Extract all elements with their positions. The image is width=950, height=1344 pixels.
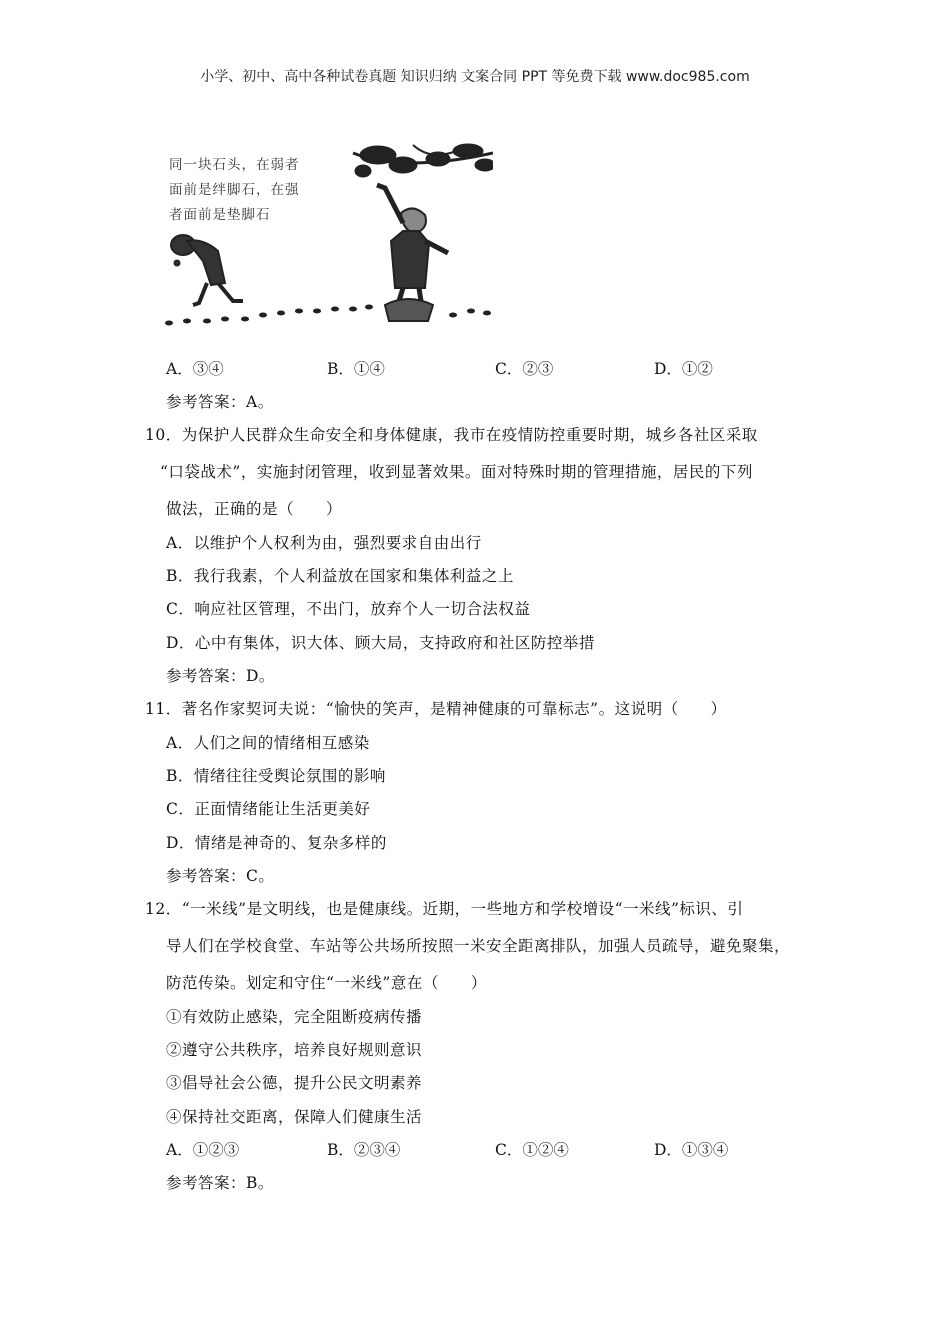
q12-stem-line: 导人们在学校食堂、车站等公共场所按照一米安全距离排队，加强人员疏导，避免聚集， (166, 937, 791, 955)
q12-statement: ②遵守公共秩序，培养良好规则意识 (166, 1041, 423, 1059)
q11-answer: 参考答案：C。 (166, 867, 275, 885)
q12-option-d: D．①③④ (654, 1141, 729, 1159)
q11-option-d: D．情绪是神奇的、复杂多样的 (166, 834, 387, 852)
q10-option-d: D．心中有集体，识大体、顾大局，支持政府和社区防控举措 (166, 634, 595, 652)
q10-stem-line: “口袋战术”，实施封闭管理，收到显著效果。面对特殊时期的管理措施，居民的下列 (160, 463, 753, 481)
q9-option-a: A．③④ (166, 360, 224, 378)
q9-option-c: C．②③ (495, 360, 554, 378)
q12-option-c: C．①②④ (495, 1141, 569, 1159)
q12-statement: ③倡导社会公德，提升公民文明素养 (166, 1074, 423, 1092)
q9-option-d: D．①② (654, 360, 713, 378)
cartoon-caption-line: 面前是绊脚石，在强 (169, 182, 300, 198)
q12-option-a: A．①②③ (166, 1141, 240, 1159)
q12-statement: ①有效防止感染，完全阻断疫病传播 (166, 1008, 423, 1026)
cartoon-caption-line: 同一块石头，在弱者 (169, 157, 300, 173)
q10-option-c: C．响应社区管理，不出门，放弃个人一切合法权益 (166, 600, 531, 618)
cartoon-caption-line: 者面前是垫脚石 (169, 207, 271, 223)
q12-statement: ④保持社交距离，保障人们健康生活 (166, 1108, 423, 1126)
q9-answer: 参考答案：A。 (166, 393, 274, 411)
q12-stem-line: 12．“一米线”是文明线，也是健康线。近期，一些地方和学校增设“一米线”标识、引 (145, 900, 744, 918)
q11-option-c: C．正面情绪能让生活更美好 (166, 800, 371, 818)
page-header: 小学、初中、高中各种试卷真题 知识归纳 文案合同 PPT 等免费下载 www.doc985.com (200, 69, 750, 85)
q12-stem-line: 防范传染。划定和守住“一米线”意在（ ） (166, 974, 487, 992)
q10-option-b: B．我行我素，个人利益放在国家和集体利益之上 (166, 567, 514, 585)
q12-answer: 参考答案：B。 (166, 1174, 274, 1192)
q10-answer: 参考答案：D。 (166, 667, 275, 685)
cartoon-illustration (163, 143, 493, 328)
q10-stem-line: 10．为保护人民群众生命安全和身体健康，我市在疫情防控重要时期，城乡各社区采取 (145, 426, 758, 444)
q10-option-a: A．以维护个人权利为由，强烈要求自由出行 (166, 534, 482, 552)
q11-stem: 11．著名作家契诃夫说：“愉快的笑声，是精神健康的可靠标志”。这说明（ ） (145, 700, 727, 718)
q11-option-a: A．人们之间的情绪相互感染 (166, 734, 370, 752)
q11-option-b: B．情绪往往受舆论氛围的影响 (166, 767, 386, 785)
q10-stem-line: 做法，正确的是（ ） (166, 500, 343, 518)
q12-option-b: B．②③④ (327, 1141, 401, 1159)
q9-option-b: B．①④ (327, 360, 385, 378)
cartoon-drawing (163, 143, 493, 328)
